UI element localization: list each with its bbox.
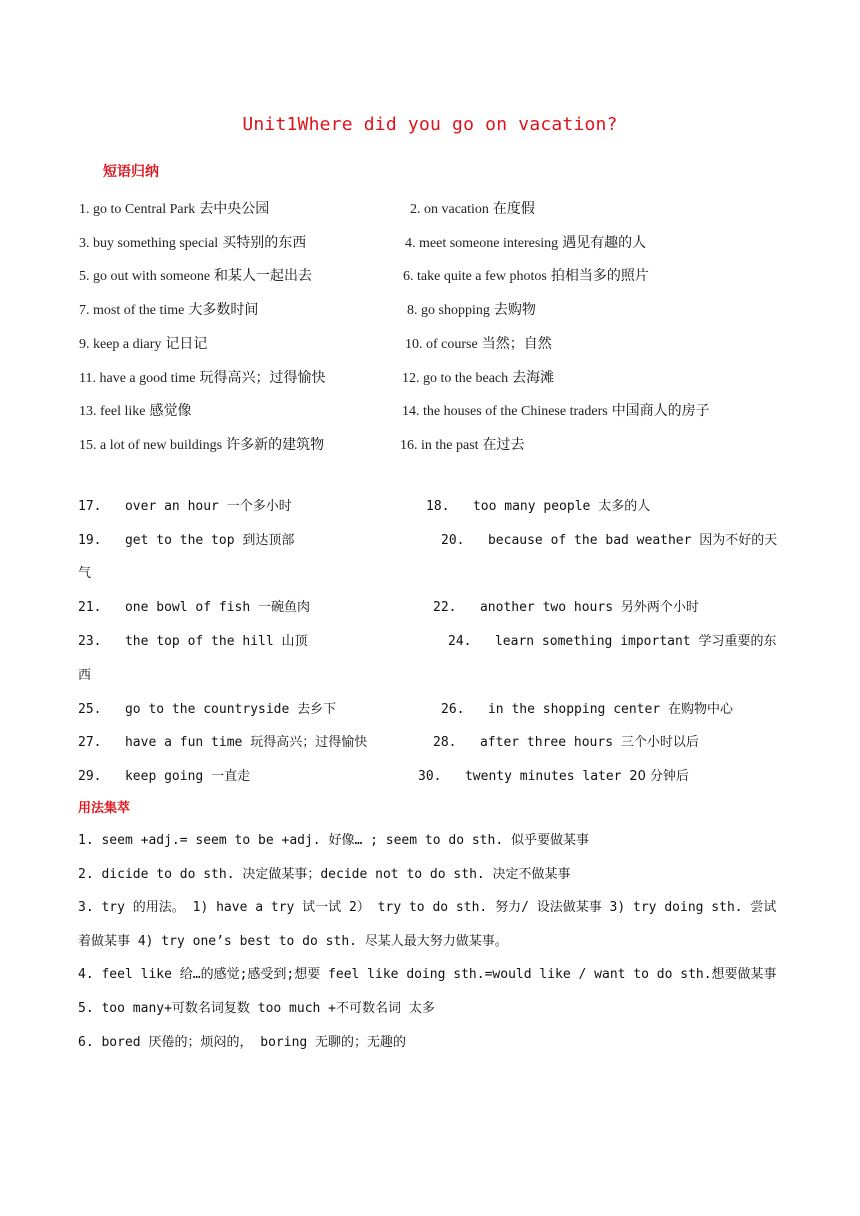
phrase-item: 19. get to the top 到达顶部	[78, 533, 295, 548]
section-heading-phrases: 短语归纳	[103, 164, 159, 180]
usage-list	[78, 824, 784, 1059]
usage-item: 2. dicide to do sth. 决定做某事；decide not to do sth. 决定不做某事	[78, 866, 571, 882]
phrase-item: 5. go out with someone 和某人一起出去	[79, 268, 313, 284]
phrase-item: 26. in the shopping center 在购物中心	[441, 702, 733, 717]
phrase-item: 25. go to the countryside 去乡下	[78, 702, 337, 717]
phrase-item: 4. meet someone interesing 遇见有趣的人	[405, 235, 647, 251]
usage-item: 3. try 的用法。 1) have a try 试一试 2） try to do sth. 努力/ 设法做某事 3) try doing sth. 尝试着做某事 4) try one’s best to do sth. 尽某人最大努力做某事。	[78, 900, 777, 949]
section-heading-usage: 用法集萃	[78, 801, 131, 816]
phrase-item: 9. keep a diary 记日记	[79, 336, 208, 352]
phrase-item: 15. a lot of new buildings 许多新的建筑物	[79, 437, 325, 453]
phrase-item: 12. go to the beach 去海滩	[402, 370, 555, 386]
phrase-item: 16. in the past 在过去	[400, 437, 525, 453]
phrase-item: 24. learn something important 学习重要的东	[448, 634, 777, 649]
phrase-item: 1. go to Central Park 去中央公园	[79, 201, 270, 217]
usage-item: 5. too many+可数名词复数 too much +不可数名词 太多	[78, 1000, 435, 1016]
phrase-item: 17. over an hour 一个多小时	[78, 499, 292, 514]
phrase-item: 28. after three hours 三个小时以后	[433, 735, 699, 750]
phrase-item: 14. the houses of the Chinese traders 中国商人的房子	[402, 403, 710, 419]
phrase-item: 27. have a fun time 玩得高兴；过得愉快	[78, 735, 368, 750]
usage-item: 4. feel like 给…的感觉;感受到;想要 feel like doing sth.=would like / want to do sth.想要做某事	[78, 967, 777, 983]
wrap-continuation: 西	[78, 668, 92, 683]
phrase-item: 10. of course 当然；自然	[405, 336, 552, 352]
usage-item: 6. bored 厌倦的；烦闷的， boring 无聊的；无趣的	[78, 1034, 407, 1050]
phrase-item: 30. twenty minutes later 20 分钟后	[418, 769, 690, 784]
phrase-item: 11. have a good time 玩得高兴；过得愉快	[79, 370, 326, 386]
phrase-item: 18. too many people 太多的人	[426, 499, 651, 514]
usage-item: 1. seem +adj.= seem to be +adj. 好像… ; seem to do sth. 似乎要做某事	[78, 833, 589, 848]
phrase-item: 7. most of the time 大多数时间	[79, 302, 259, 318]
phrase-item: 23. the top of the hill 山顶	[78, 634, 308, 649]
phrase-item: 13. feel like 感觉像	[79, 403, 192, 419]
phrase-item: 21. one bowl of fish 一碗鱼肉	[78, 600, 311, 615]
phrase-item: 6. take quite a few photos 拍相当多的照片	[403, 268, 649, 284]
phrase-item: 8. go shopping 去购物	[407, 302, 536, 318]
page-title: Unit1Where did you go on vacation?	[242, 114, 618, 135]
wrap-continuation: 气	[78, 566, 92, 581]
phrase-item: 3. buy something special 买特别的东西	[79, 235, 307, 251]
phrase-item: 2. on vacation 在度假	[410, 201, 535, 217]
phrase-item: 22. another two hours 另外两个小时	[433, 600, 699, 615]
phrase-item: 20. because of the bad weather 因为不好的天	[441, 533, 778, 548]
phrase-item: 29. keep going 一直走	[78, 769, 251, 784]
